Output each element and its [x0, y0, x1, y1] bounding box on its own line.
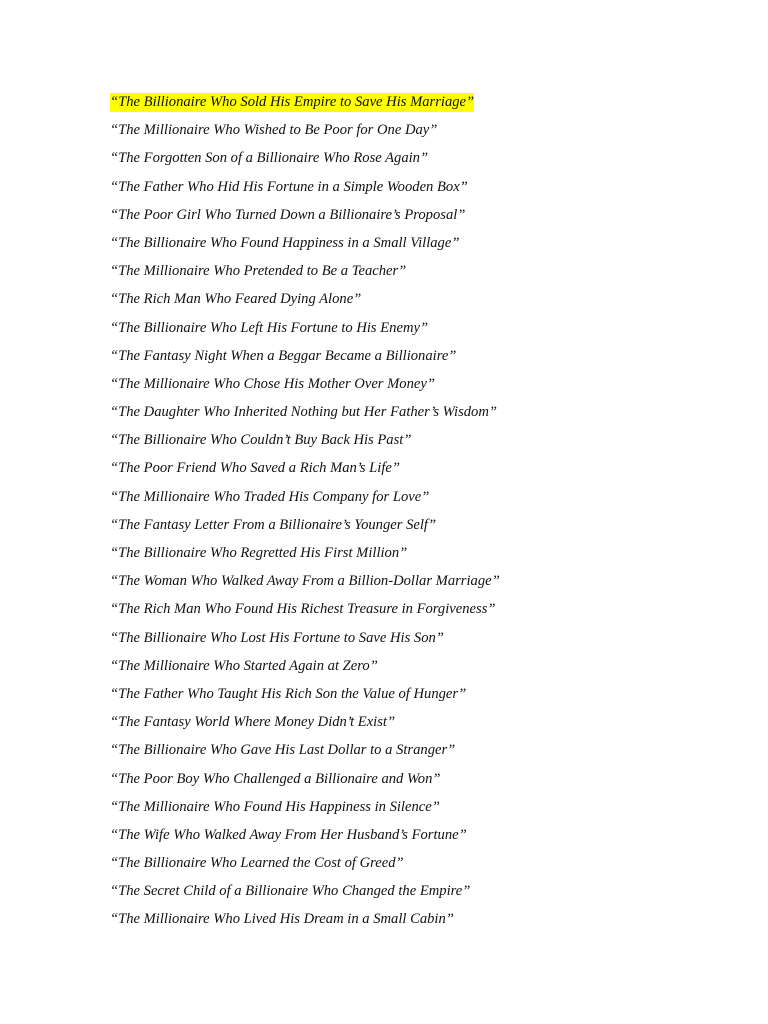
story-title-text: “The Billionaire Who Regretted His First Million” — [110, 545, 408, 561]
story-title — [110, 147, 500, 175]
story-title — [110, 852, 500, 880]
story-title — [110, 232, 500, 260]
story-title-text: “The Billionaire Who Found Happiness in a Small Village” — [110, 234, 460, 251]
story-title-text: “The Billionaire Who Learned the Cost of Greed” — [110, 855, 404, 872]
story-title-text: “The Secret Child of a Billionaire Who Changed the Empire” — [110, 883, 471, 900]
story-title — [110, 514, 500, 542]
story-title — [110, 796, 500, 824]
story-title-text: “The Father Who Hid His Fortune in a Simple Wooden Box” — [110, 178, 468, 195]
story-title-text: “The Father Who Taught His Rich Son the Value of Hunger” — [110, 685, 467, 702]
story-title-text: “The Millionaire Who Traded His Company for Love” — [110, 488, 430, 505]
story-title-text: “The Millionaire Who Lived His Dream in a Small Cabin” — [110, 911, 454, 928]
story-title-text: “The Daughter Who Inherited Nothing but Her Father’s Wisdom” — [110, 404, 498, 421]
story-title-text: “The Millionaire Who Pretended to Be a Teacher” — [110, 263, 407, 280]
story-title — [110, 429, 500, 457]
story-title — [110, 345, 500, 373]
story-title-text: “The Millionaire Who Found His Happiness in Silence” — [110, 798, 440, 815]
story-title — [110, 288, 500, 316]
story-title — [110, 373, 500, 401]
story-title — [110, 204, 500, 232]
story-title — [110, 711, 500, 739]
story-title — [110, 880, 500, 908]
story-title — [110, 260, 500, 288]
story-title-list — [110, 91, 500, 937]
story-title-text: “The Millionaire Who Started Again at Zero” — [110, 657, 378, 674]
story-title-text: “The Rich Man Who Found His Richest Treasure in Forgiveness” — [110, 601, 496, 618]
story-title-text: “The Poor Boy Who Challenged a Billionaire and Won” — [110, 770, 441, 787]
story-title — [110, 570, 500, 598]
story-title — [110, 683, 500, 711]
story-title — [110, 598, 500, 626]
story-title-text: “The Forgotten Son of a Billionaire Who Rose Again” — [110, 150, 429, 167]
story-title — [110, 486, 500, 514]
story-title-text: “The Woman Who Walked Away From a Billion-Dollar Marriage” — [110, 573, 500, 590]
story-title-text: “The Rich Man Who Feared Dying Alone” — [110, 291, 362, 308]
story-title-text: “The Billionaire Who Gave His Last Dollar to a Stranger” — [110, 742, 456, 759]
story-title-text: “The Millionaire Who Wished to Be Poor for One Day” — [110, 122, 438, 139]
story-title — [110, 457, 500, 485]
story-title-text: “The Billionaire Who Lost His Fortune to Save His Son” — [110, 629, 444, 646]
story-title — [110, 542, 500, 570]
story-title-text: “The Poor Girl Who Turned Down a Billionaire’s Proposal” — [110, 206, 466, 223]
story-title — [110, 824, 500, 852]
story-title-text: “The Fantasy Night When a Beggar Became a Billionaire” — [110, 347, 457, 364]
story-title — [110, 176, 500, 204]
story-title — [110, 317, 500, 345]
story-title-text: “The Millionaire Who Chose His Mother Over Money” — [110, 375, 435, 392]
story-title-highlighted — [110, 91, 500, 119]
story-title-text: “The Fantasy Letter From a Billionaire’s Younger Self” — [110, 516, 437, 533]
story-title-text: “The Wife Who Walked Away From Her Husband’s Fortune” — [110, 826, 467, 843]
story-title — [110, 655, 500, 683]
story-title — [110, 768, 500, 796]
story-title-text: “The Fantasy World Where Money Didn’t Exist” — [110, 714, 396, 731]
story-title-text: “The Billionaire Who Left His Fortune to His Enemy” — [110, 319, 429, 336]
story-title-text: “The Billionaire Who Couldn’t Buy Back His Past” — [110, 432, 412, 449]
story-title — [110, 119, 500, 147]
story-title — [110, 908, 500, 936]
story-title-text: “The Poor Friend Who Saved a Rich Man’s Life” — [110, 460, 400, 477]
story-title-text: “The Billionaire Who Sold His Empire to Save His Marriage” — [110, 94, 475, 110]
story-title — [110, 739, 500, 767]
story-title — [110, 401, 500, 429]
story-title — [110, 627, 500, 655]
